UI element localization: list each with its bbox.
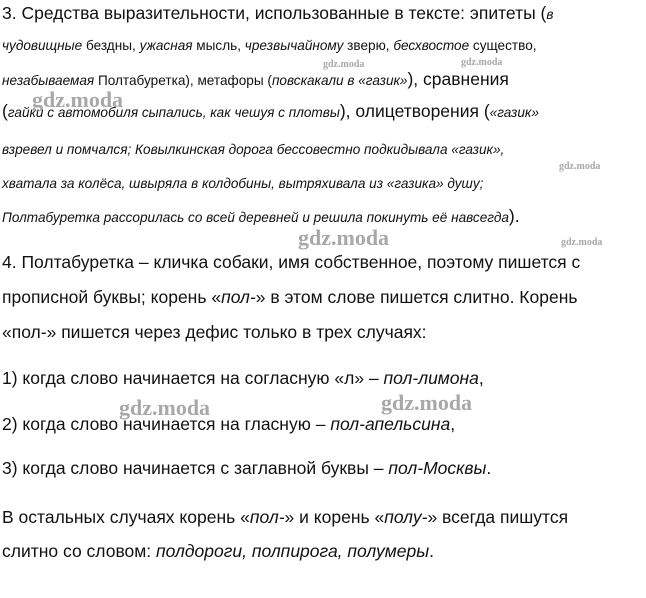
text-run-italic: бесхвостое [393, 38, 470, 53]
text-run: мысль, [192, 38, 245, 53]
text-run-italic: повскакали в «газик» [271, 73, 408, 88]
text-line-11 [2, 368, 484, 388]
text-run-italic: гайки с автомобиля сыпались, как чешуя с плотвы [7, 105, 340, 120]
text-run: «пол-» пишется через дефис только в трех случаях: [2, 322, 427, 342]
text-run-italic: взревел и помчался; Ковылкинская дорога бессовестно подкидывала «газик», [2, 142, 505, 157]
text-run: , [478, 368, 484, 388]
text-line-2 [2, 37, 537, 55]
text-line-15 [2, 541, 434, 561]
text-run: » всегда пишутся [427, 507, 569, 527]
text-run: » и корень « [284, 507, 385, 527]
text-run-italic: пол-лимона [383, 368, 479, 388]
text-run-italic: пол-Москвы [388, 458, 487, 478]
text-run: 1) когда слово начинается на согласную «л» – [2, 368, 384, 388]
watermark: gdz.moda [559, 161, 601, 172]
text-run-italic: незабываемая [2, 73, 95, 88]
text-run: зверю, [343, 38, 394, 53]
text-line-14 [2, 507, 568, 527]
text-run: ( [2, 101, 8, 121]
text-run: 2) когда слово начинается на гласную – [2, 414, 331, 434]
text-run: бездны, [82, 38, 140, 53]
text-run-italic: пол- [221, 287, 256, 307]
text-run: 3. Средства выразительности, использованные в тексте: эпитеты ( [2, 3, 547, 23]
text-run: » в этом слове пишется слитно. Корень [255, 287, 578, 307]
text-run: прописной буквы; корень « [2, 287, 222, 307]
text-line-1 [2, 3, 553, 25]
text-run-italic: Полтабуретка рассорилась со всей деревней и решила покинуть её навсегда [2, 210, 509, 225]
text-line-8 [2, 252, 580, 272]
text-run-italic: чудовищные [2, 38, 83, 53]
text-run: 3) когда слово начинается с заглавной буквы – [2, 458, 389, 478]
text-line-6 [2, 175, 483, 193]
text-run: 4. Полтабуретка – кличка собаки, имя собственное, поэтому пишется с [2, 252, 581, 272]
text-run-italic: пол-апельсина [330, 414, 451, 434]
text-run-italic: чрезвычайному [244, 38, 344, 53]
text-run: . [486, 458, 492, 478]
text-run: В остальных случаях корень « [2, 507, 250, 527]
watermark: gdz.moda [298, 225, 390, 250]
text-line-13 [2, 458, 491, 478]
text-line-7 [2, 206, 520, 227]
text-run-italic: полу- [384, 507, 428, 527]
watermark: gdz.moda [323, 59, 365, 70]
text-run: ), олицетворения ( [339, 101, 490, 121]
text-run-italic: ужасная [139, 38, 193, 53]
text-line-10 [2, 322, 427, 342]
text-run: ), сравнения [407, 69, 509, 89]
text-line-12 [2, 414, 455, 434]
text-run: ). [508, 206, 520, 226]
text-run-italic: пол- [249, 507, 285, 527]
text-run: , [450, 414, 456, 434]
text-run-italic: «газик» [489, 105, 539, 120]
watermark: gdz.moda [119, 395, 211, 420]
watermark: gdz.moda [32, 87, 124, 112]
text-run: существо, [469, 38, 537, 53]
text-run: Полтабуретка), метафоры ( [94, 73, 272, 88]
watermark: gdz.moda [381, 390, 473, 415]
text-run-italic: полдороги, полпирога, полумеры [156, 541, 430, 561]
text-run: . [429, 541, 435, 561]
text-line-9 [2, 287, 577, 307]
watermark: gdz.moda [461, 57, 503, 68]
text-line-5 [2, 141, 504, 159]
text-run-italic: хватала за колёса, швыряла в колдобины, вытряхивала из «газика» душу; [2, 176, 484, 191]
text-run-italic: в [546, 7, 554, 22]
watermark: gdz.moda [561, 237, 603, 248]
text-run: слитно со словом: [2, 541, 157, 561]
